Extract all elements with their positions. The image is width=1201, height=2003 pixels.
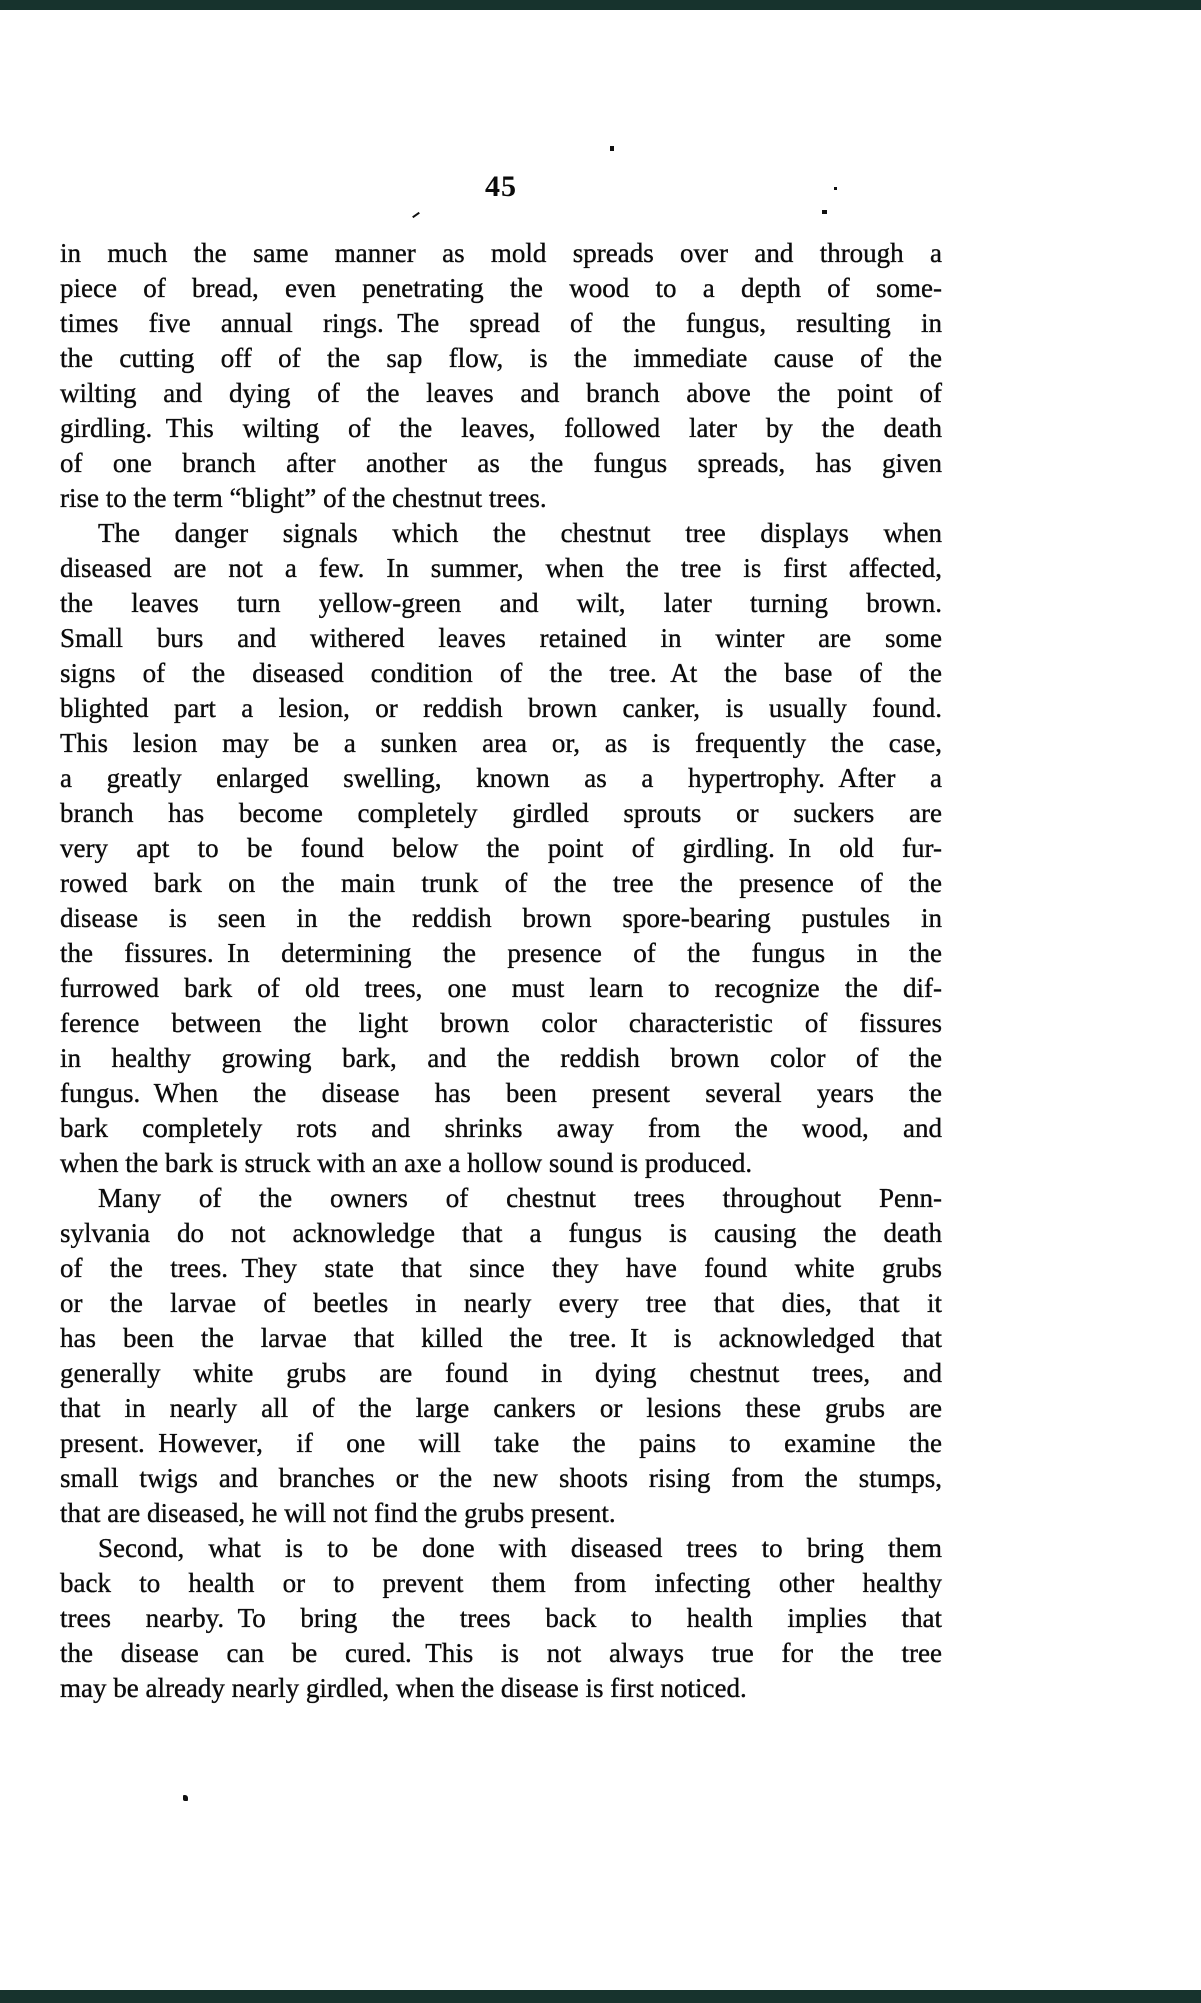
text-line: the fissures. In determining the presence of the fungus in the [60,938,942,968]
paragraph [60,236,942,516]
text-line: a greatly enlarged swelling, known as a hypertrophy. After a [60,763,942,793]
text-line: Second, what is to be done with diseased trees to bring them [98,1533,942,1563]
text-line: when the bark is struck with an axe a hollow sound is produced. [60,1148,753,1178]
text-line: very apt to be found below the point of girdling. In old fur- [60,833,942,863]
text-line: The danger signals which the chestnut tree displays when [98,518,942,548]
text-line: of the trees. They state that since they have found white grubs [60,1253,942,1283]
text-line: girdling. This wilting of the leaves, followed later by the death [60,413,942,443]
text-line: the cutting off of the sap flow, is the immediate cause of the [60,343,942,373]
text-line: signs of the diseased condition of the tree. At the base of the [60,658,942,688]
text-line: rowed bark on the main trunk of the tree the presence of the [60,868,942,898]
text-line: ference between the light brown color characteristic of fissures [60,1008,942,1038]
scan-speck [183,1795,188,1801]
text-line: piece of bread, even penetrating the wood to a depth of some- [60,273,942,303]
text-line: the disease can be cured. This is not always true for the tree [60,1638,942,1668]
paragraph [60,516,942,1181]
text-line: back to health or to prevent them from infecting other healthy [60,1568,942,1598]
text-line: in much the same manner as mold spreads over and through a [60,238,942,268]
scan-speck [834,187,837,190]
text-line: the leaves turn yellow-green and wilt, later turning brown. [60,588,942,618]
text-line: branch has become completely girdled sprouts or suckers are [60,798,942,828]
text-line: present. However, if one will take the pains to examine the [60,1428,942,1458]
text-line: that in nearly all of the large cankers or lesions these grubs are [60,1393,942,1423]
text-line: that are diseased, he will not find the grubs present. [60,1498,616,1528]
text-line: Many of the owners of chestnut trees throughout Penn- [98,1183,942,1213]
page-text [60,236,942,1706]
paragraph [60,1531,942,1706]
text-line: Small burs and withered leaves retained in winter are some [60,623,942,653]
text-line: This lesion may be a sunken area or, as is frequently the case, [60,728,942,758]
text-line: times five annual rings. The spread of the fungus, resulting in [60,308,942,338]
text-line: small twigs and branches or the new shoots rising from the stumps, [60,1463,942,1493]
text-line: has been the larvae that killed the tree. It is acknowledged that [60,1323,942,1353]
text-line: of one branch after another as the fungus spreads, has given [60,448,942,478]
scan-edge-top [0,0,1201,10]
text-line: fungus. When the disease has been present several years the [60,1078,942,1108]
text-line: sylvania do not acknowledge that a fungus is causing the death [60,1218,942,1248]
scan-speck [822,210,827,214]
text-line: furrowed bark of old trees, one must learn to recognize the dif- [60,973,942,1003]
text-line: diseased are not a few. In summer, when the tree is first affected, [60,553,942,583]
scan-edge-bottom [0,1990,1201,2003]
scan-speck [610,146,614,151]
text-line: in healthy growing bark, and the reddish brown color of the [60,1043,942,1073]
paragraph [60,1181,942,1531]
text-line: blighted part a lesion, or reddish brown canker, is usually found. [60,693,942,723]
text-line: disease is seen in the reddish brown spore-bearing pustules in [60,903,942,933]
text-line: or the larvae of beetles in nearly every tree that dies, that it [60,1288,942,1318]
text-line: bark completely rots and shrinks away from the wood, and [60,1113,942,1143]
text-line: trees nearby. To bring the trees back to health implies that [60,1603,942,1633]
scan-speck [412,212,420,218]
page-number: 45 [485,170,517,203]
text-line: may be already nearly girdled, when the disease is first noticed. [60,1673,747,1703]
text-line: rise to the term “blight” of the chestnut trees. [60,483,547,513]
text-line: wilting and dying of the leaves and branch above the point of [60,378,942,408]
text-line: generally white grubs are found in dying chestnut trees, and [60,1358,942,1388]
